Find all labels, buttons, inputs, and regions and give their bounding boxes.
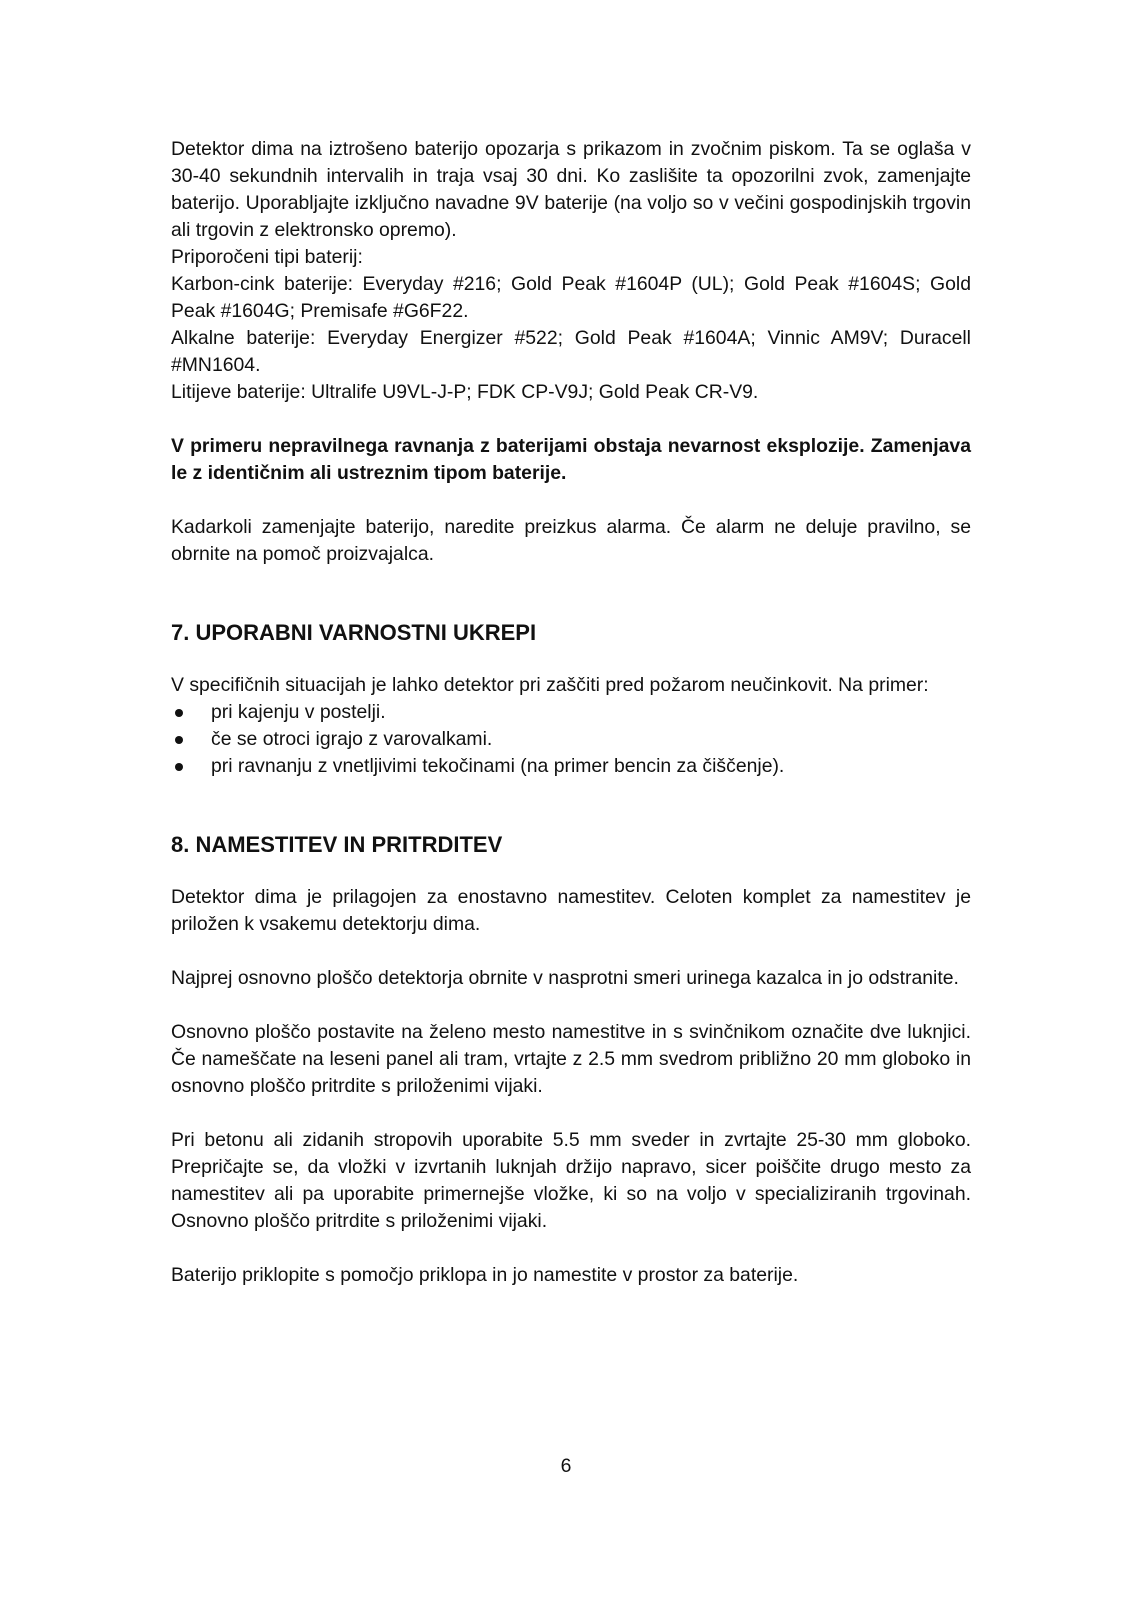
bullet-icon (175, 709, 183, 717)
section-7-bullet-list (171, 699, 971, 780)
list-item (171, 699, 971, 726)
list-item-text: pri kajenju v postelji. (211, 701, 386, 723)
battery-warning-paragraph: Detektor dima na iztrošeno baterijo opozarja s prikazom in zvočnim piskom. Ta se oglaša v 30-40 sekundnih intervalih in traja vsaj 30 dni. Ko zaslišite ta opozorilni zvok, zamenjajte baterijo. Uporabljajte izključno navadne 9V baterije (na voljo so v večini gospodinjskih trgovin ali trgovin z elektronsko opremo). (171, 138, 971, 241)
section-7-intro: V specifičnih situacijah je lahko detektor pri zaščiti pred požarom neučinkovit. Na primer: (171, 674, 929, 696)
section-8-paragraph-4: Pri betonu ali zidanih stropovih uporabite 5.5 mm sveder in zvrtajte 25-30 mm globoko. Prepričajte se, da vložki v izvrtanih luknjah držijo napravo, sicer poiščite drugo mesto za namestitev ali pa uporabite primernejše vložke, ki so na voljo v specializiranih trgovinah. Osnovno ploščo pritrdite s priloženimi vijaki. (171, 1129, 971, 1232)
lithium-batteries: Litijeve baterije: Ultralife U9VL-J-P; FDK CP-V9J; Gold Peak CR-V9. (171, 381, 759, 403)
carbon-zinc-batteries: Karbon-cink baterije: Everyday #216; Gold Peak #1604P (UL); Gold Peak #1604S; Gold Peak #1604G; Premisafe #G6F22. (171, 273, 971, 322)
section-8-heading: 8. NAMESTITEV IN PRITRDITEV (171, 832, 503, 857)
list-item (171, 726, 971, 753)
page-number: 6 (560, 1455, 572, 1477)
alarm-test-note: Kadarkoli zamenjajte baterijo, naredite preizkus alarma. Če alarm ne deluje pravilno, se obrnite na pomoč proizvajalca. (171, 516, 971, 565)
bullet-icon (175, 736, 183, 744)
section-8-paragraph-5: Baterijo priklopite s pomočjo priklopa in jo namestite v prostor za baterije. (171, 1264, 799, 1286)
recommended-batteries-heading: Priporočeni tipi baterij: (171, 246, 363, 268)
section-8-paragraph-1: Detektor dima je prilagojen za enostavno namestitev. Celoten komplet za namestitev je priložen k vsakemu detektorju dima. (171, 886, 971, 935)
list-item-text: pri ravnanju z vnetljivimi tekočinami (na primer bencin za čiščenje). (211, 755, 785, 777)
section-8-paragraph-3: Osnovno ploščo postavite na želeno mesto namestitve in s svinčnikom označite dve luknjici. Če nameščate na leseni panel ali tram, vrtajte z 2.5 mm svedrom približno 20 mm globoko in osnovno ploščo pritrdite s priloženimi vijaki. (171, 1021, 971, 1097)
section-7-heading: 7. UPORABNI VARNOSTNI UKREPI (171, 620, 537, 645)
bullet-icon (175, 763, 183, 771)
list-item-text: če se otroci igrajo z varovalkami. (211, 728, 493, 750)
list-item (171, 753, 971, 780)
section-8-paragraph-2: Najprej osnovno ploščo detektorja obrnite v nasprotni smeri urinega kazalca in jo odstranite. (171, 967, 959, 989)
page-content (171, 136, 971, 1289)
explosion-warning: V primeru nepravilnega ravnanja z baterijami obstaja nevarnost eksplozije. Zamenjava le z identičnim ali ustreznim tipom baterije. (171, 435, 971, 484)
alkaline-batteries: Alkalne baterije: Everyday Energizer #522; Gold Peak #1604A; Vinnic AM9V; Duracell #MN1604. (171, 327, 971, 376)
